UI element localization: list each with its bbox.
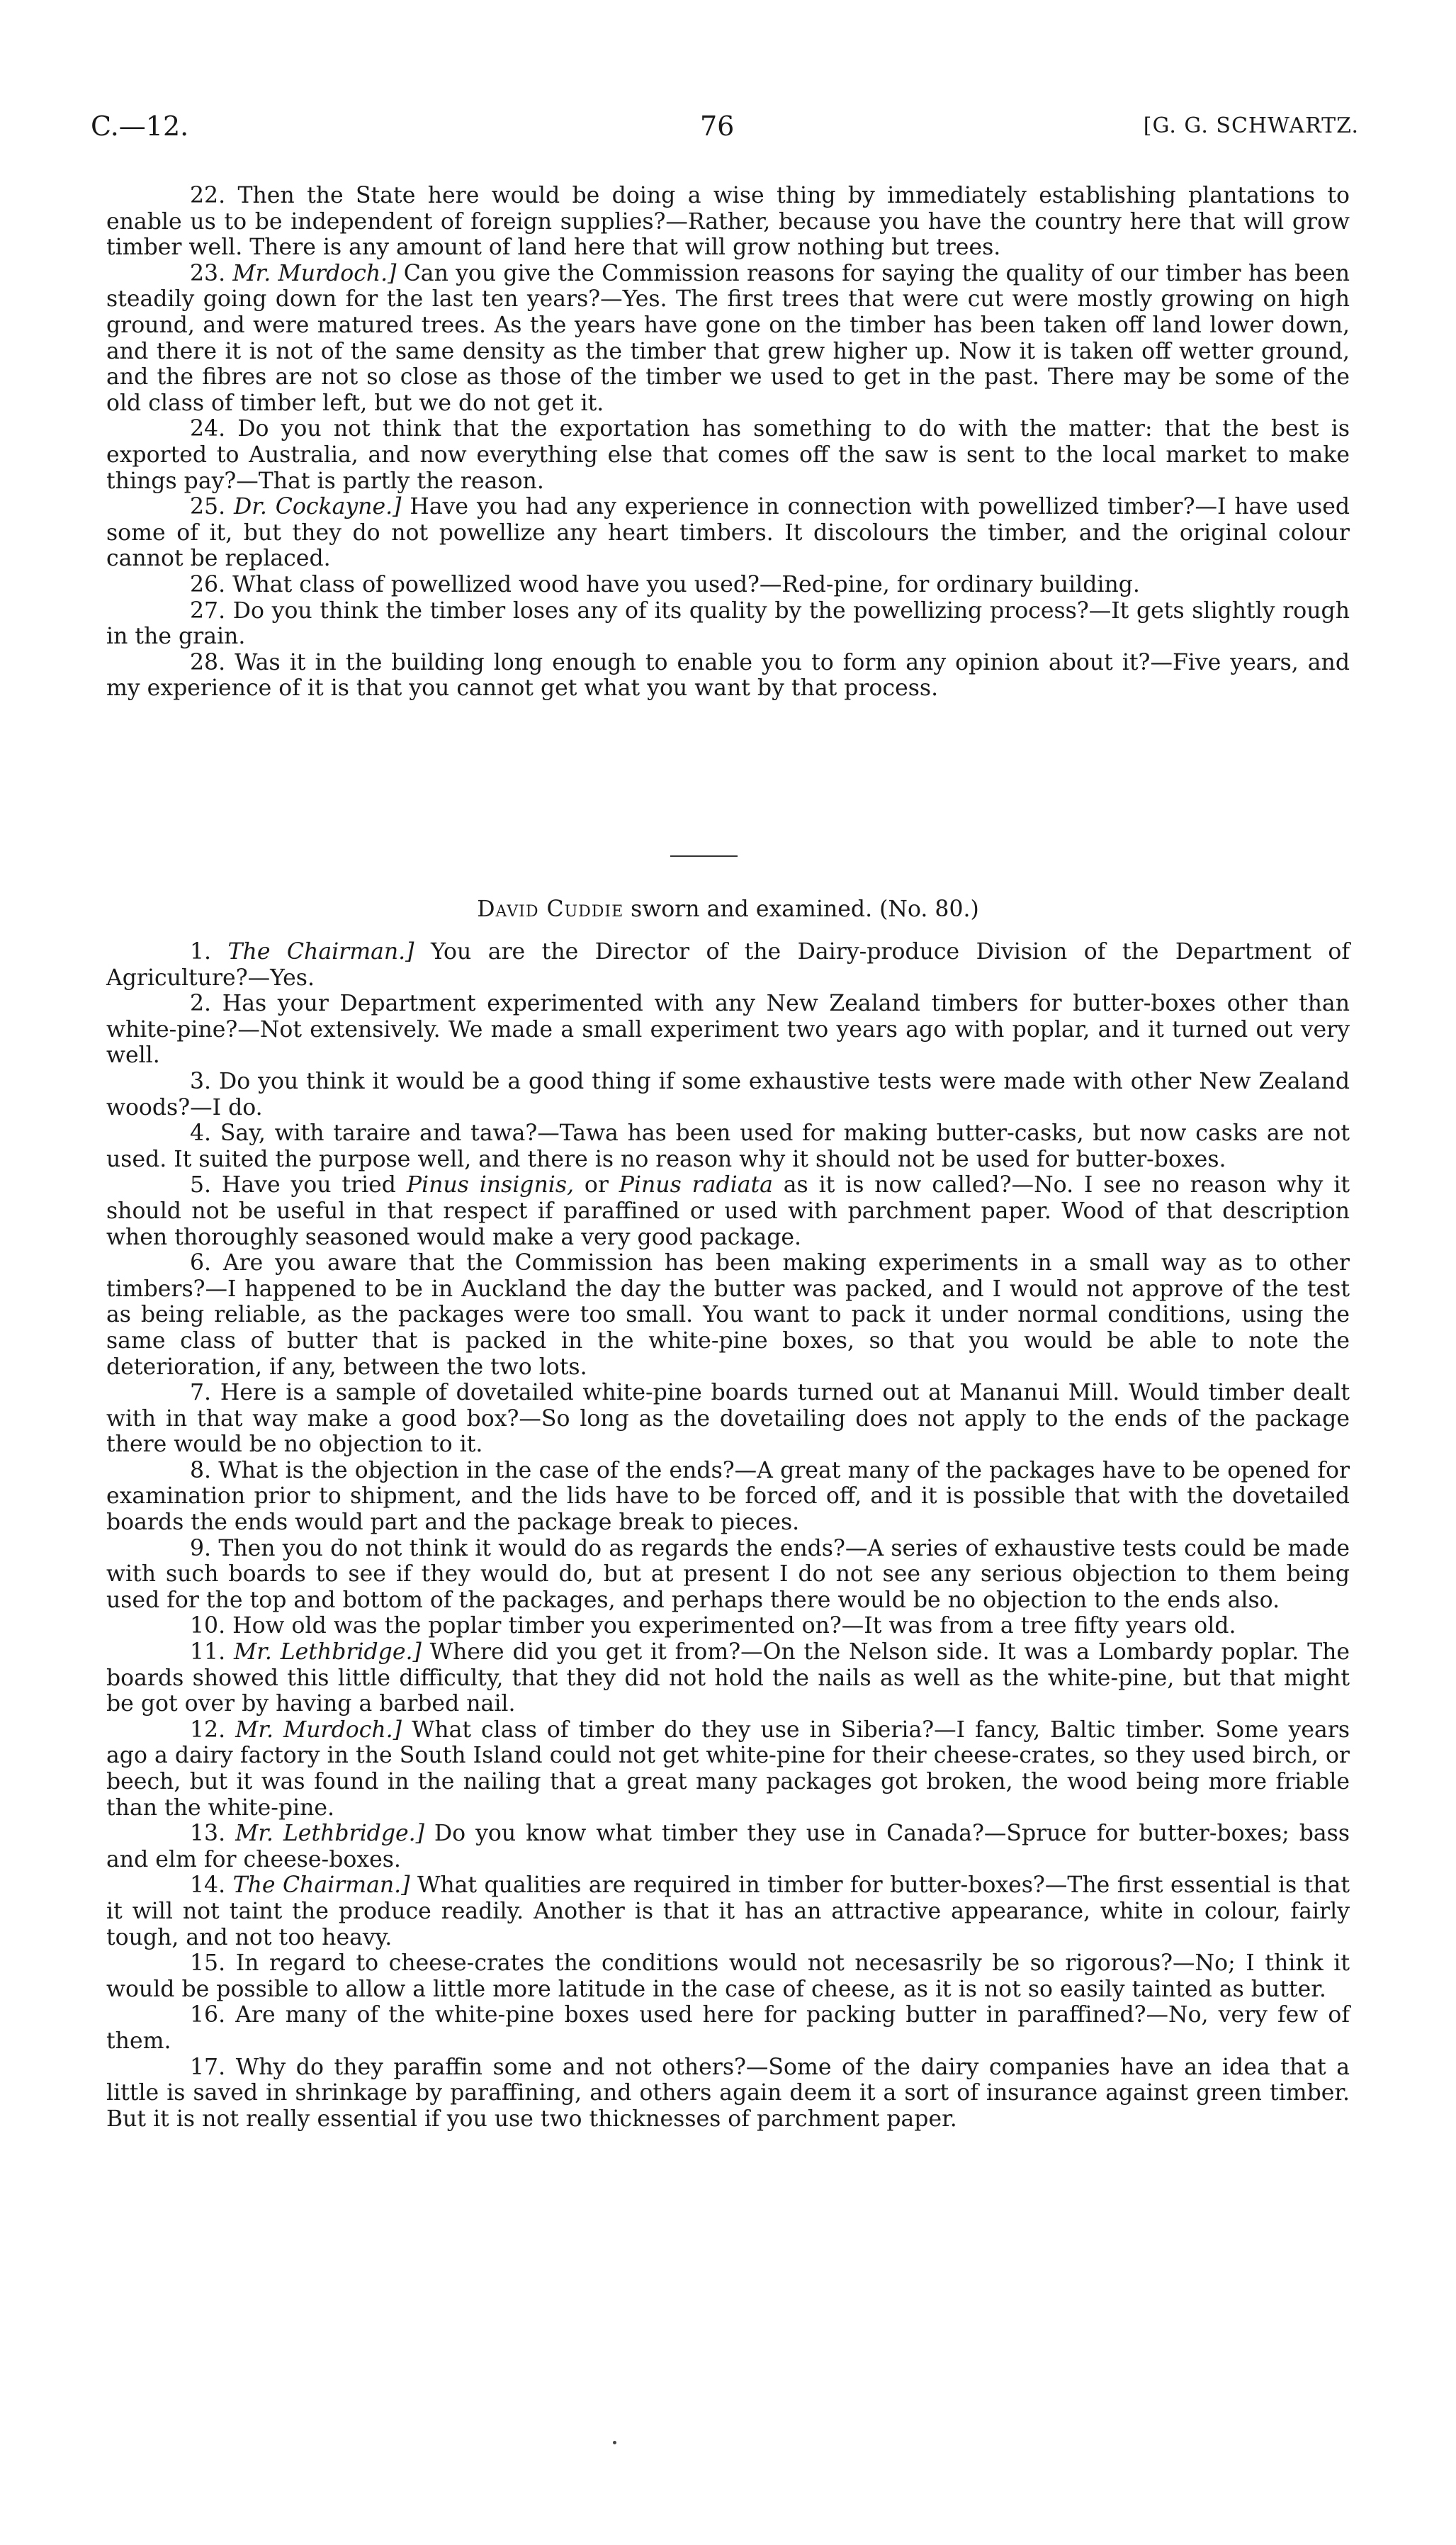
question-2: 2. Has your Department experimented with any New Zealand timbers for butter-boxes other than white-pine?—Not extensively. We made a small experiment two years ago with poplar, and it turned out very well.: [106, 991, 1350, 1069]
question-16: 16. Are many of the white-pine boxes used here for packing butter in paraffined?—No, very few of them.: [106, 2002, 1350, 2054]
witness-heading: [0, 897, 1456, 922]
question-8: 8. What is the objection in the case of the ends?—A great many of the packages have to be opened for examination prior to shipment, and the lids have to be forced off, and it is possible that with the dovetailed boards the ends would part and the package break to pieces.: [106, 1457, 1350, 1536]
question-23: 23. Mr. Murdoch.] Can you give the Commission reasons for saying the quality of our timber has been steadily going down for the last ten years?—Yes. The first trees that were cut were mostly growing on high ground, and were matured trees. As the years have gone on the timber has been taken off land lower down, and there it is not of the same density as the timber that grew higher up. Now it is taken off wetter ground, and the fibres are not so close as those of the timber we used to get in the past. There may be some of the old class of timber left, but we do not get it.: [106, 260, 1350, 416]
speaker: Mr. Murdoch.]: [235, 1717, 402, 1743]
paper-reference: C.—12.: [91, 111, 189, 142]
speaker: Mr. Lethbridge.]: [235, 1821, 424, 1847]
species-name: Pinus insignis,: [406, 1172, 574, 1198]
question-25: 25. Dr. Cockayne.] Have you had any experience in connection with powellized timber?—I have used some of it, but they do not powellize any heart timbers. It discolours the timber, and the original colour cannot be replaced.: [106, 494, 1350, 572]
question-11: 11. Mr. Lethbridge.] Where did you get it from?—On the Nelson side. It was a Lombardy poplar. The boards showed this little difficulty, that they did not hold the nails as well as the white-pine, but that might be got over by having a barbed nail.: [106, 1639, 1350, 1717]
question-17: 17. Why do they paraffin some and not others?—Some of the dairy companies have an idea that a little is saved in shrinkage by paraffining, and others again deem it a sort of insurance against green timber. But it is not really essential if you use two thicknesses of parchment paper.: [106, 2054, 1350, 2132]
speaker: The Chairman.]: [227, 939, 414, 965]
question-6: 6. Are you aware that the Commission has been making experiments in a small way as to other timbers?—I happened to be in Auckland the day the butter was packed, and I would not approve of the test as being reliable, as the packages were too small. You want to pack it under normal conditions, using the same class of butter that is packed in the white-pine boxes, so that you would be able to note the deterioration, if any, between the two lots.: [106, 1250, 1350, 1380]
question-27: 27. Do you think the timber loses any of its quality by the powellizing process?—It gets slightly rough in the grain.: [106, 597, 1350, 650]
question-4: 4. Say, with taraire and tawa?—Tawa has been used for making butter-casks, but now casks are not used. It suited the purpose well, and there is no reason why it should not be used for butter-boxes.: [106, 1120, 1350, 1172]
question-9: 9. Then you do not think it would do as regards the ends?—A series of exhaustive tests could be made with such boards to see if they would do, but at present I do not see any serious objection to them being used for the top and bottom of the packages, and perhaps there would be no objection to the ends also.: [106, 1535, 1350, 1613]
question-28: 28. Was it in the building long enough to enable you to form any opinion about it?—Five years, and my experience of it is that you cannot get what you want by that process.: [106, 649, 1350, 702]
speaker: Mr. Lethbridge.]: [233, 1639, 422, 1665]
speaker: Mr. Murdoch.]: [232, 260, 397, 286]
question-3: 3. Do you think it would be a good thing if some exhaustive tests were made with other New Zealand woods?—I do.: [106, 1068, 1350, 1120]
witness-status: sworn and examined.: [631, 897, 873, 922]
question-7: 7. Here is a sample of dovetailed white-pine boards turned out at Mananui Mill. Would timber dealt with in that way make a good box?—So long as the dovetailing does not apply to the ends of the package there would be no objection to it.: [106, 1380, 1350, 1458]
question-22: 22. Then the State here would be doing a wise thing by immediately establishing plantations to enable us to be independent of foreign supplies?—Rather, because you have the country here that will grow timber well. There is any amount of land here that will grow nothing but trees.: [106, 183, 1350, 261]
continued-testimony: [106, 183, 1350, 702]
question-14: 14. The Chairman.] What qualities are required in timber for butter-boxes?—The first essential is that it will not taint the produce readily. Another is that it has an attractive appearance, white in colour, fairly tough, and not too heavy.: [106, 1872, 1350, 1950]
question-5: 5. Have you tried Pinus insignis, or Pinus radiata as it is now called?—No. I see no reason why it should not be useful in that respect if paraffined or used with parchment paper. Wood of that description when thoroughly seasoned would make a very good package.: [106, 1172, 1350, 1250]
question-1: 1. The Chairman.] You are the Director of the Dairy-produce Division of the Department of Agriculture?—Yes.: [106, 939, 1350, 991]
question-15: 15. In regard to cheese-crates the conditions would not necesasrily be so rigorous?—No; I think it would be possible to allow a little more latitude in the case of cheese, as it is not so easily tainted as butter.: [106, 1950, 1350, 2002]
speaker: The Chairman.]: [232, 1872, 410, 1899]
examination-testimony: [106, 939, 1350, 2132]
witness-running-head: [G. G. SCHWARTZ.: [1143, 113, 1359, 138]
species-name: Pinus radiata: [619, 1172, 773, 1198]
question-12: 12. Mr. Murdoch.] What class of timber do they use in Siberia?—I fancy, Baltic timber. Some years ago a dairy factory in the South Island could not get white-pine for their cheese-crates, so they used birch, or beech, but it was found in the nailing that a great many packages got broken, the wood being more friable than the white-pine.: [106, 1717, 1350, 1821]
page-number: 76: [700, 111, 735, 142]
print-speck: [613, 2441, 616, 2444]
speaker: Dr. Cockayne.]: [234, 494, 402, 520]
question-26: 26. What class of powellized wood have you used?—Red-pine, for ordinary building.: [190, 571, 1140, 597]
question-24: 24. Do you not think that the exportation has something to do with the matter: that the best is exported to Australia, and now everything else that comes off the saw is sent to the local market to make things pay?—That is partly the reason.: [106, 416, 1350, 494]
page-header: [91, 111, 1359, 153]
witness-name: David Cuddie: [477, 897, 624, 922]
section-divider: [670, 855, 738, 857]
question-10: 10. How old was the poplar timber you experimented on?—It was from a tree fifty years old.: [190, 1613, 1236, 1639]
question-13: 13. Mr. Lethbridge.] Do you know what timber they use in Canada?—Spruce for butter-boxes; bass and elm for cheese-boxes.: [106, 1821, 1350, 1872]
witness-number: (No. 80.): [879, 897, 979, 922]
